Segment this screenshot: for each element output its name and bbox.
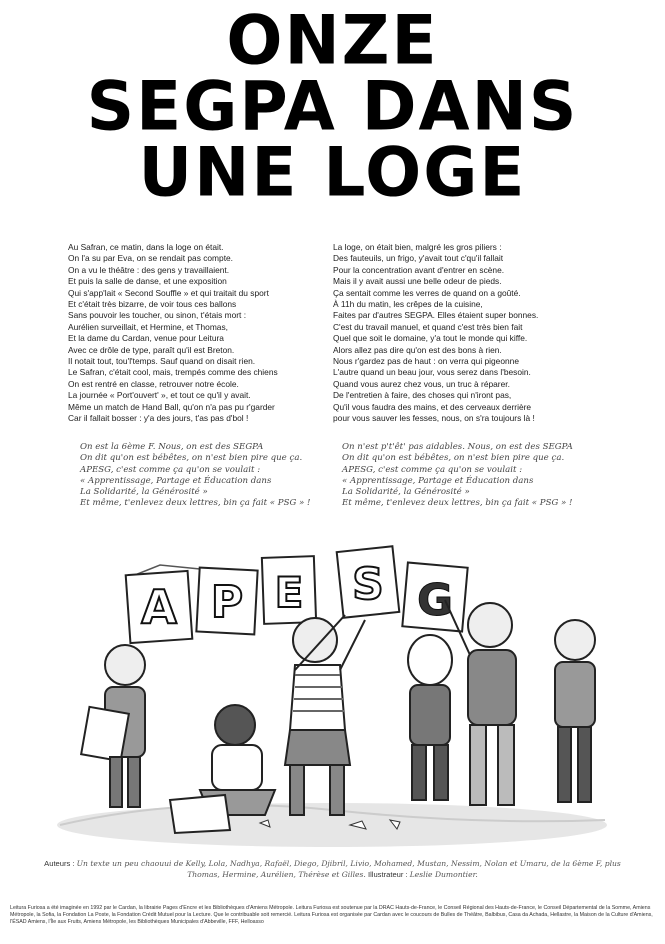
- poem-line: De l'entretien à faire, des choses qui n'iront pas,: [333, 390, 512, 401]
- poem-line: Le Safran, c'était cool, mais, trempés comme des chiens: [68, 367, 278, 378]
- poem-line: Aurélien surveillait, et Hermine, et Thomas,: [68, 321, 228, 332]
- handwritten-line: On dit qu'on est bébêtes, on n'est bien pire que ça.: [342, 453, 565, 464]
- illustration-children-apesg: [50, 525, 615, 850]
- credits-block: [30, 858, 635, 880]
- handwritten-line: Et même, t'enlevez deux lettres, bin ça fait « PSG » !: [80, 498, 311, 509]
- poem-line: Des fauteuils, un frigo, y'avait tout c'qu'il fallait: [333, 253, 504, 264]
- poem-line: Et puis la salle de danse, et une exposition: [68, 276, 227, 287]
- poem-line: Quel que soit le domaine, y'a tout le monde qui kiffe.: [333, 333, 528, 344]
- handwritten-line: On dit qu'on est bébêtes, on n'est bien pire que ça.: [80, 453, 303, 464]
- poem-line: Nous r'gardez pas de haut : on verra qui pigeonne: [333, 356, 519, 367]
- handwritten-line: APESG, c'est comme ça qu'on se voulait :: [80, 464, 261, 475]
- poem-line: Même un match de Hand Ball, qu'on n'a pas pu r'garder: [68, 401, 275, 412]
- poem-line: Sans pouvoir les toucher, ou sinon, t'étais mort :: [68, 310, 247, 321]
- sign-letter: S: [352, 559, 384, 610]
- poem-line: On est rentré en classe, retrouver notre école.: [68, 378, 239, 389]
- poem-line: Avec ce drôle de type, paraît qu'il est Breton.: [68, 344, 235, 355]
- poem-line: Faites par d'autres SEGPA. Elles étaient super bonnes.: [333, 310, 539, 321]
- poem-line: pour vous sauver les fesses, nous, on s'ra toujours là !: [333, 413, 535, 424]
- handwritten-line: La Solidarité, la Générosité »: [342, 487, 470, 498]
- poem-line: Qu'il vous faudra des mains, et des cerveaux derrière: [333, 401, 532, 412]
- poem-line: Mais il y avait aussi une belle odeur de pieds.: [333, 276, 502, 287]
- sign-letter: G: [416, 575, 454, 626]
- footer-funding-text: Leitura Furiosa a été imaginée en 1992 par le Cardan, la librairie Pages d'Encre et les Bibliothèques d'Amiens Métropole. Leitura Furiosa est soutenue par la DRAC Hauts-de-France, le Conseil Régional des Hauts-de-France, le Conseil Départemental de la Somme, Amiens Métropole, la Sofia, la Fondation La Poste, la Fondation Crédit Mutuel pour la Lecture. Que le contribuable soit remercié. Leitura Furiosa est organisée par Cardan avec le coucours de Bulles de Théâtre, Balbibus, Casa da Achada, Hellastre, la Maison de la Culture d'Amiens, l'ÉSAD Amiens, l'Île aux Fruits, Amiens Métropole, les Bibliothèques Municipales d'Abbeville, FFF, Helloasso: [10, 905, 653, 925]
- poem-line: Alors allez pas dire qu'on est des bons à rien.: [333, 344, 502, 355]
- sign-g: [402, 563, 467, 632]
- handwritten-line: APESG, c'est comme ça qu'on se voulait :: [342, 464, 523, 475]
- poem-line: La loge, on était bien, malgré les gros piliers :: [333, 242, 502, 252]
- poem-line: Car il fallait bosser : y'a des jours, t'as pas d'bol !: [68, 413, 249, 424]
- child-kneeling-figure: [170, 705, 275, 833]
- sign-letter: A: [141, 580, 177, 634]
- poem-line: On l'a su par Eva, on se rendait pas compte.: [68, 253, 234, 264]
- poem-line: L'autre quand un beau jour, vous serez dans l'besoin.: [333, 367, 531, 378]
- handwritten-right-block: [342, 442, 602, 510]
- sign-p: [196, 568, 257, 635]
- sign-a: [126, 571, 193, 643]
- handwritten-line: On n'est p't'êt' pas aidables. Nous, on est des SEGPA: [342, 442, 573, 452]
- poem-line: Qui s'app'lait « Second Souffle » et qui traitait du sport: [68, 287, 269, 298]
- sign-s: [337, 546, 400, 617]
- child-left-figure: [81, 645, 145, 807]
- handwritten-line: La Solidarité, la Générosité »: [80, 487, 208, 498]
- handwritten-line: Et même, t'enlevez deux lettres, bin ça fait « PSG » !: [342, 498, 573, 509]
- poem-line: Il notait tout, tou'l'temps. Sauf quand on disait rien.: [68, 356, 256, 367]
- handwritten-left-block: [80, 442, 320, 510]
- authors-list: Un texte un peu chaouui de Kelly, Lola, Nadhya, Rafaël, Diego, Djibril, Livio, Mohamed, Mustan, Nessim, Nolan et Umaru, de la 6ème F, plus Thomas, Hermine, Aurélien, Thérèse et Gilles.: [76, 859, 621, 879]
- poem-line: À 11h du matin, les crêpes de la cuisine,: [333, 299, 483, 310]
- poem-line: Et la dame du Cardan, venue pour Leitura: [68, 333, 224, 344]
- illustrator-label: Illustrateur :: [365, 870, 410, 879]
- child-masked-figure: [408, 635, 452, 800]
- poem-line: Et c'était très bizarre, de voir tous ces ballons: [68, 299, 237, 310]
- sign-e: [262, 556, 316, 624]
- title-line-3: UNE LOGE: [138, 133, 527, 212]
- poster-title: [0, 1, 665, 212]
- illustrator-name: Leslie Dumontier.: [409, 870, 478, 879]
- title-line-1: ONZE: [226, 1, 439, 80]
- sign-letter: E: [274, 568, 304, 617]
- poem-line: C'est du travail manuel, et quand c'est très bien fait: [333, 321, 523, 332]
- title-line-2: SEGPA DANS: [86, 67, 579, 146]
- poem-right-column: [333, 242, 598, 425]
- handwritten-line: On est la 6ème F. Nous, on est des SEGPA: [80, 442, 264, 452]
- handwritten-line: « Apprentissage, Partage et Éducation dans: [80, 475, 272, 486]
- poem-line: La journée « Port'ouvert' », et tout ce qu'il y avait.: [68, 390, 251, 401]
- poem-line: On a vu le théâtre : des gens y travaillaient.: [68, 264, 230, 275]
- poem-line: Au Safran, ce matin, dans la loge on était.: [68, 242, 224, 252]
- poem-line: Pour la concentration avant d'entrer en scène.: [333, 264, 505, 275]
- poem-line: Quand vous aurez chez vous, un truc à réparer.: [333, 378, 510, 389]
- poem-left-column: [68, 242, 313, 425]
- handwritten-line: « Apprentissage, Partage et Éducation dans: [342, 475, 534, 486]
- sign-letter: P: [210, 577, 244, 628]
- poem-line: Ça sentait comme les verres de quand on a goûté.: [333, 287, 521, 298]
- authors-label: Auteurs :: [44, 859, 77, 868]
- child-center-figure: [285, 615, 365, 815]
- child-right-figure: [555, 620, 595, 802]
